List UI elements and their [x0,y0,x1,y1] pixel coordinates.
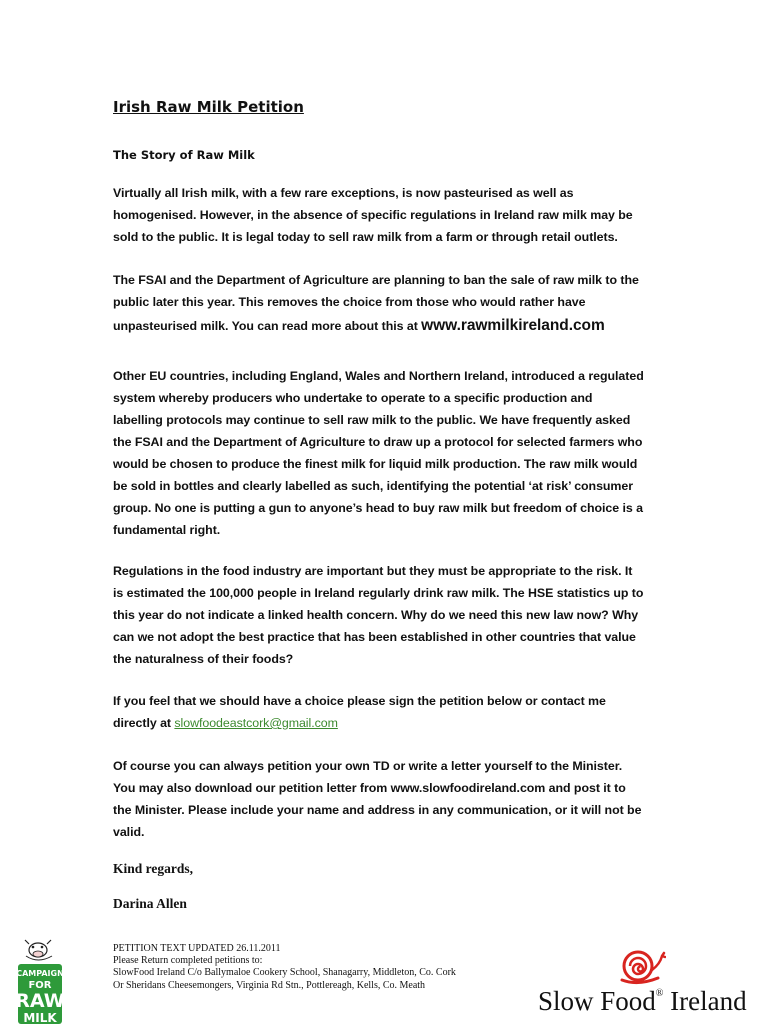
text-line: homogenised. However, in the absence of specific regulations in Ireland raw milk may be [113,208,633,222]
kind-regards: Kind regards, [113,861,194,876]
registered-mark: ® [655,988,664,999]
email-link[interactable]: slowfoodeastcork@gmail.com [174,716,338,730]
footer-return-info [113,943,456,992]
text-fragment: unpasteurised milk. You can read more about this at [113,319,422,333]
text-line: Virtually all Irish milk, with a few rare exceptions, is now pasteurised as well as [113,186,574,200]
text-fragment: directly at [113,716,175,730]
footer-line: Or Sheridans Cheesemongers, Virginia Rd Stn., Pottlereagh, Kells, Co. Meath [113,979,426,991]
text-line: Of course you can always petition your own TD or write a letter yourself to the Minister. [113,759,623,773]
slow-food-wordmark [538,986,747,1017]
snail-icon [618,950,666,990]
paragraph-ban [113,269,673,337]
logo-text: CAMPAIGN [16,969,64,978]
footer-line: PETITION TEXT UPDATED 26.11.2011 [113,943,281,954]
text-line: group. No one is putting a gun to anyone’s head to buy raw milk but freedom of choice is a [113,501,643,515]
footer-line: Please Return completed petitions to: [113,955,263,967]
text-line: system whereby producers who undertake to operate to a specific production and [113,391,593,405]
logo-text: MILK [23,1011,57,1024]
text-line: the FSAI and the Department of Agriculture to draw up a protocol for selected farmers who [113,435,643,449]
text-line: Regulations in the food industry are important but they must be appropriate to the risk. It [113,564,633,578]
cow-badge-icon [16,938,64,1024]
text-line: If you feel that we should have a choice please sign the petition below or contact me [113,694,606,708]
logo-text: RAW [16,990,64,1012]
text-line: The FSAI and the Department of Agriculture are planning to ban the sale of raw milk to the [113,273,639,287]
text-line: the Minister. Please include your name and address in any communication, or it will not be [113,803,642,817]
brand-country: Ireland [670,986,747,1016]
text-line: would be chosen to produce the finest milk for liquid milk production. The raw milk would [113,457,638,471]
text-line: be sold in bottles and clearly labelled as such, identifying the potential ‘at risk’ consumer [113,479,634,493]
footer-line: SlowFood Ireland C/o Ballymaloe Cookery School, Shanagarry, Middleton, Co. Cork [113,967,456,979]
text-line [113,315,673,337]
paragraph-regulations [113,560,673,670]
text-line: You may also download our petition letter from www.slowfoodireland.com and post it to [113,781,626,795]
logo-text: FOR [28,980,52,991]
text-line: labelling protocols may continue to sell raw milk to the public. We have frequently asked [113,413,631,427]
page-title: Irish Raw Milk Petition [113,98,304,116]
text-line: valid. [113,825,145,839]
slow-food-ireland-logo [534,948,764,1024]
text-line [113,712,673,734]
paragraph-petition-td [113,755,673,843]
text-line: is estimated the 100,000 people in Ireland regularly drink raw milk. The HSE statistics up to [113,586,644,600]
text-line: sold to the public. It is legal today to sell raw milk from a farm or through retail outlets. [113,230,618,244]
text-line: the naturalness of their foods? [113,652,294,666]
campaign-raw-milk-logo [16,938,64,1024]
text-line: Other EU countries, including England, Wales and Northern Ireland, introduced a regulated [113,369,644,383]
text-line: public later this year. This removes the choice from those who would rather have [113,295,586,309]
text-line: this year do not indicate a linked health concern. Why do we need this new law now? Why [113,608,639,622]
brand-name: Slow Food [538,986,656,1016]
paragraph-contact [113,690,673,734]
signature-name: Darina Allen [113,896,187,911]
paragraph-intro [113,182,673,248]
text-line: can we not adopt the best practice that has been established in other countries that value [113,630,636,644]
text-line: fundamental right. [113,523,221,537]
rawmilk-url-link[interactable]: www.rawmilkireland.com [421,317,605,334]
page-subtitle: The Story of Raw Milk [113,148,255,162]
paragraph-eu-countries [113,365,673,541]
